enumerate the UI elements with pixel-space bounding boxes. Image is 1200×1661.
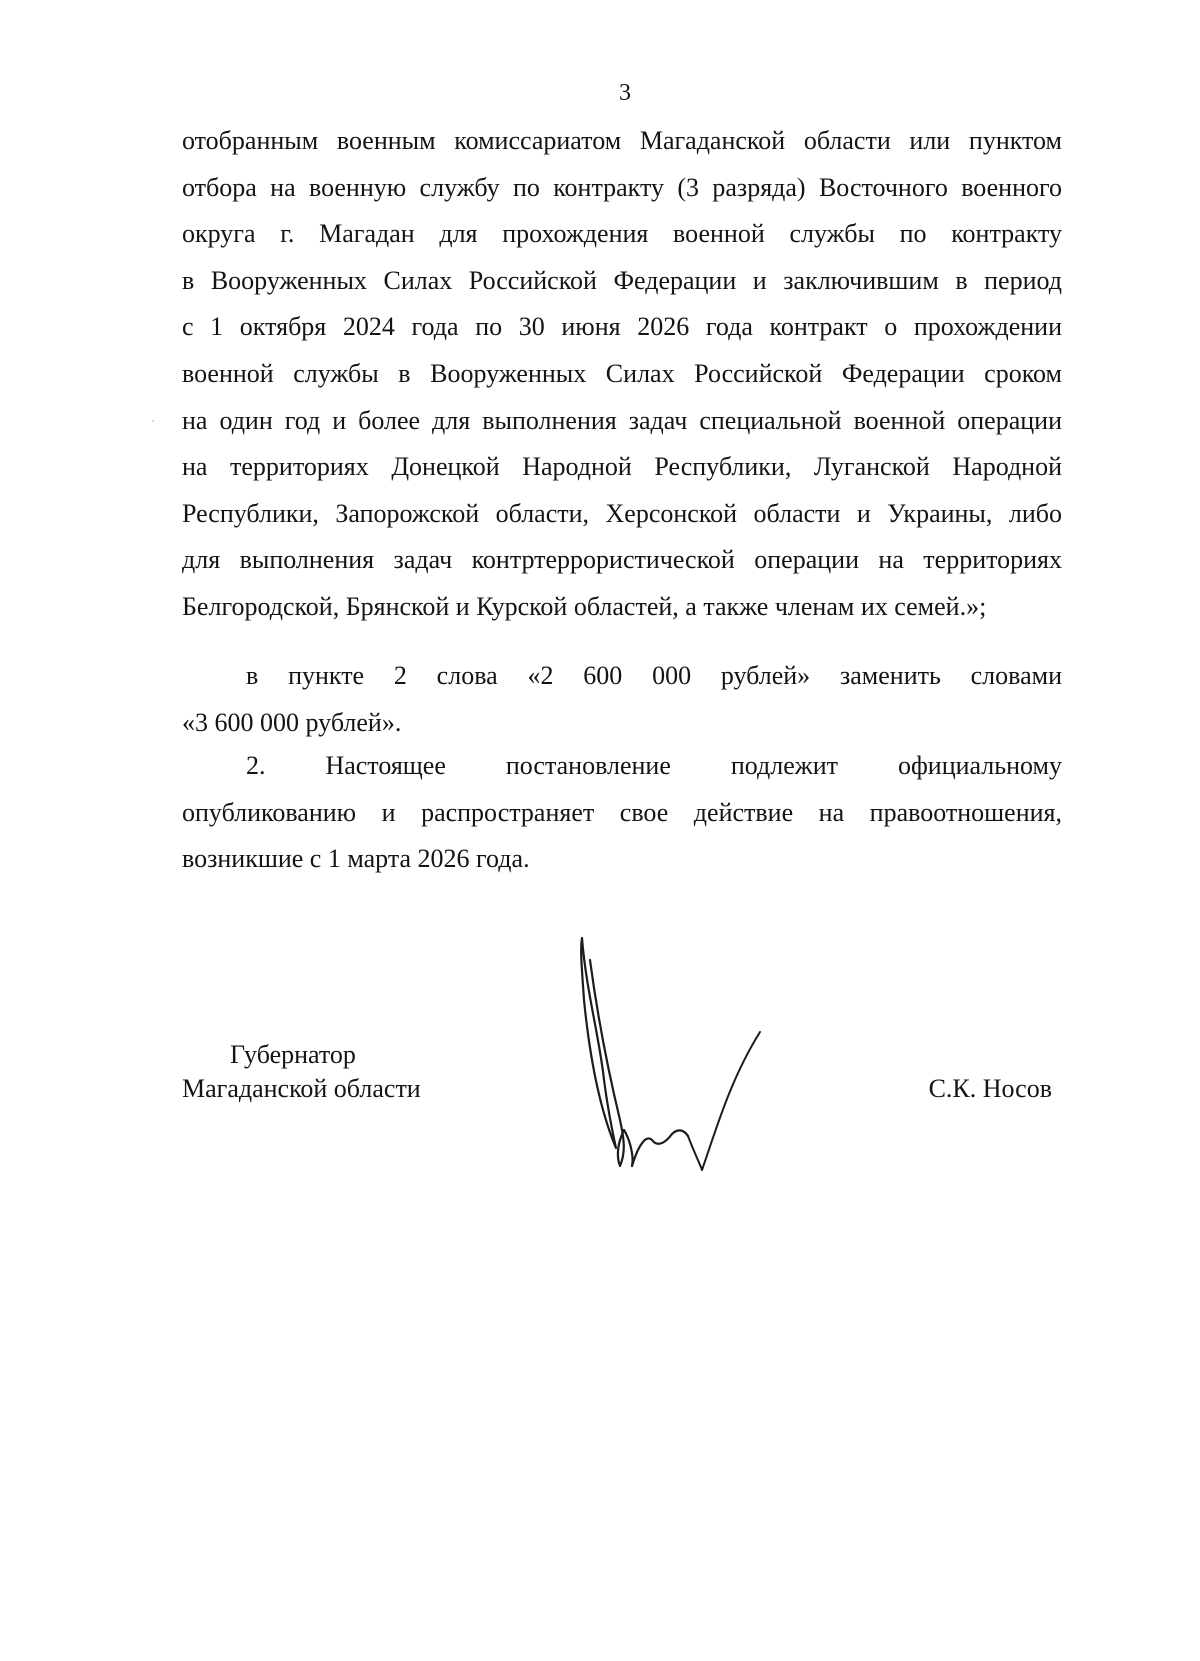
text-line: в пункте 2 слова «2 600 000 рублей» заменить словами [246, 661, 1062, 690]
text-line: «3 600 000 рублей». [182, 707, 402, 737]
text-line: в Вооруженных Силах Российской Федерации и заключившим в период [182, 265, 1062, 295]
text-line: опубликованию и распространяет свое действие на правоотношения, [182, 797, 1062, 827]
signer-title-line-1: Губернатор [230, 1040, 356, 1069]
text-line: для выполнения задач контртеррористической операции на территориях [182, 545, 1062, 575]
text-line: отобранным военным комиссариатом Магаданской области или пунктом [182, 126, 1062, 155]
text-line: военной службы в Вооруженных Силах Российской Федерации сроком [182, 358, 1062, 388]
paragraph-continuation [182, 118, 1062, 631]
signer-name: С.К. Носов [928, 1074, 1052, 1103]
text-line: Республики, Запорожской области, Херсонской области и Украины, либо [182, 498, 1062, 528]
text-line: с 1 октября 2024 года по 30 июня 2026 года контракт о прохождении [182, 312, 1062, 342]
page-number: 3 [619, 80, 631, 106]
text-line: на один год и более для выполнения задач специальной военной операции [182, 405, 1062, 435]
signer-title-line-2: Магаданской области [182, 1074, 421, 1103]
signature-stroke [688, 1032, 760, 1170]
text-line: отбора на военную службу по контракту (3 разряда) Восточного военного [182, 172, 1062, 202]
handwritten-signature [560, 920, 800, 1180]
paragraph-amendment [182, 653, 1062, 746]
text-line: на территориях Донецкой Народной Республики, Луганской Народной [182, 452, 1062, 482]
scan-speck [152, 420, 154, 422]
paragraph-effective-date [182, 743, 1062, 883]
signature-stroke [581, 938, 616, 1148]
signature-stroke [590, 960, 688, 1166]
text-line: возникшие с 1 марта 2026 года. [182, 844, 530, 874]
text-line: Белгородской, Брянской и Курской областей, а также членам их семей.»; [182, 591, 987, 621]
text-line: 2. Настоящее постановление подлежит официальному [246, 751, 1062, 780]
text-line: округа г. Магадан для прохождения военной службы по контракту [182, 219, 1062, 249]
